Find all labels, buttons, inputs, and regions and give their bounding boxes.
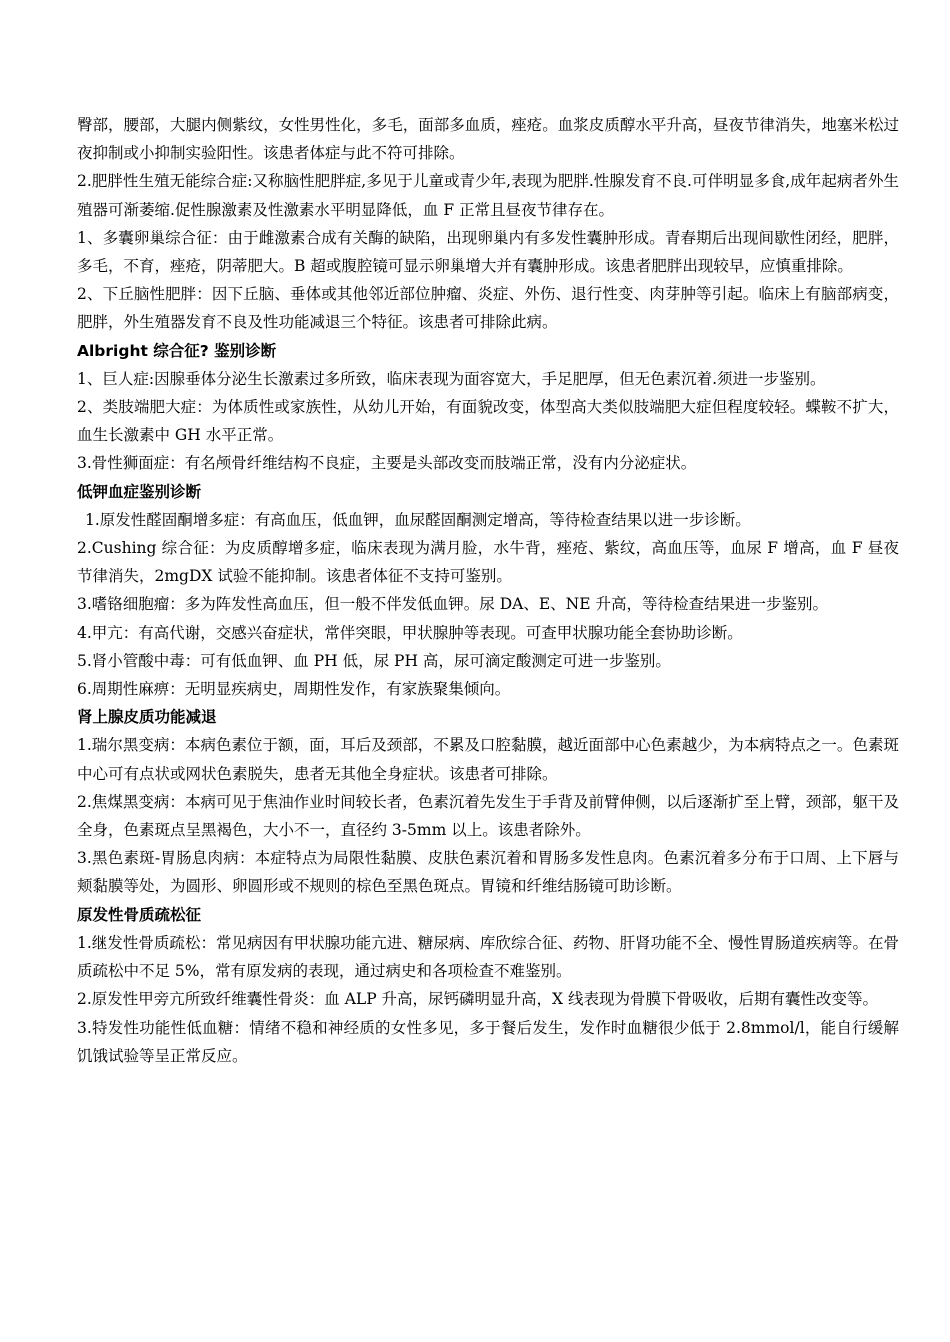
heading-albright: Albright 综合征? 鉴别诊断 bbox=[77, 341, 277, 360]
paragraph-leontiasis: 3.骨性狮面症：有名颅骨纤维结构不良症，主要是头部改变而肢端正常，没有内分泌症状。 bbox=[77, 454, 697, 473]
paragraph-rta: 5.肾小管酸中毒：可有低血钾、血 PH 低，尿 PH 高，尿可滴定酸测定可进一步鉴别。 bbox=[77, 651, 671, 670]
paragraph-tar-melanosis: 2.焦煤黑变病：本病可见于焦油作业时间较长者，色素沉着先发生于手背及前臂伸侧，以后逐渐扩至上臂，颈部，躯干及全身，色素斑点呈黑褐色，大小不一，直径约 3-5mm 以上。该患者除外。 bbox=[77, 792, 899, 840]
heading-osteoporosis: 原发性骨质疏松征 bbox=[77, 905, 202, 924]
paragraph-functional-hypoglycemia: 3.特发性功能性低血糖：情绪不稳和神经质的女性多见，多于餐后发生，发作时血糖很少低于 2.8mmol/l，能自行缓解饥饿试验等呈正常反应。 bbox=[77, 1018, 899, 1065]
paragraph-cushing-tail: 臀部，腰部，大腿内侧紫纹，女性男性化，多毛，面部多血质，痤疮。血浆皮质醇水平升高，昼夜节律消失，地塞米松过夜抑制或小抑制实验阳性。该患者体症与此不符可排除。 bbox=[77, 116, 899, 163]
paragraph-cushing: 2.Cushing 综合征：为皮质醇增多症，临床表现为满月脸，水牛背，痤疮、紫纹，高血压等，血尿 F 增高，血 F 昼夜节律消失，2mgDX 试验不能抑制。该患者体征不支持可鉴别。 bbox=[77, 539, 899, 586]
paragraph-adiposogenital: 2.肥胖性生殖无能综合症:又称脑性肥胖症,多见于儿童或青少年,表现为肥胖.性腺发育不良.可伴明显多食,成年起病者外生殖器可渐萎缩.促性腺激素及性激素水平明显降低，血 F 正常且昼夜节律存在。 bbox=[77, 172, 899, 219]
paragraph-riehl-melanosis: 1.瑞尔黑变病：本病色素位于额，面，耳后及颈部，不累及口腔黏膜，越近面部中心色素越少，为本病特点之一。色素斑中心可有点状或网状色素脱失，患者无其他全身症状。该患者可排除。 bbox=[77, 736, 899, 783]
paragraph-pheochromocytoma: 3.嗜铬细胞瘤：多为阵发性高血压，但一般不伴发低血钾。尿 DA、E、NE 升高，等待检查结果进一步鉴别。 bbox=[77, 595, 828, 614]
paragraph-secondary-osteoporosis: 1.继发性骨质疏松：常见病因有甲状腺功能亢进、糖尿病、库欣综合征、药物、肝肾功能不全、慢性胃肠道疾病等。在骨质疏松中不足 5%，常有原发病的表现，通过病史和各项检查不难鉴别。 bbox=[77, 933, 899, 981]
paragraph-aldosteronism: 1.原发性醛固酮增多症：有高血压，低血钾，血尿醛固酮测定增高，等待检查结果以进一步诊断。 bbox=[85, 510, 751, 529]
paragraph-hyperthyroidism: 4.甲亢：有高代谢，交感兴奋症状，常伴突眼，甲状腺肿等表现。可查甲状腺功能全套协助诊断。 bbox=[77, 623, 743, 642]
heading-hypokalemia: 低钾血症鉴别诊断 bbox=[77, 482, 202, 501]
paragraph-hyperparathyroidism: 2.原发性甲旁亢所致纤维囊性骨炎：血 ALP 升高，尿钙磷明显升高，X 线表现为骨膜下骨吸收，后期有囊性改变等。 bbox=[77, 990, 879, 1009]
paragraph-gigantism: 1、巨人症:因腺垂体分泌生长激素过多所致，临床表现为面容宽大，手足肥厚，但无色素沉着.须进一步鉴别。 bbox=[77, 369, 826, 388]
paragraph-periodic-paralysis: 6.周期性麻痹：无明显疾病史，周期性发作，有家族聚集倾向。 bbox=[77, 680, 511, 699]
paragraph-pcos: 1、多囊卵巢综合征：由于雌激素合成有关酶的缺陷，出现卵巢内有多发性囊肿形成。青春期后出现间歇性闭经，肥胖，多毛，不育，痤疮，阴蒂肥大。B 超或腹腔镜可显示卵巢增大并有囊肿形成。该患者肥胖出现较早，应慎重排除。 bbox=[77, 228, 899, 276]
paragraph-hypothalamic-obesity: 2、下丘脑性肥胖：因下丘脑、垂体或其他邻近部位肿瘤、炎症、外伤、退行性变、肉芽肿等引起。临床上有脑部病变，肥胖，外生殖器发育不良及性功能减退三个特征。该患者可排除此病。 bbox=[77, 285, 899, 332]
paragraph-peutz-jeghers: 3.黑色素斑-胃肠息肉病：本症特点为局限性黏膜、皮肤色素沉着和胃肠多发性息肉。色素沉着多分布于口周、上下唇与颊黏膜等处，为圆形、卵圆形或不规则的棕色至黑色斑点。胃镜和纤维结肠镜可助诊断。 bbox=[77, 849, 899, 896]
document-page bbox=[77, 111, 899, 1070]
paragraph-acromegaloid: 2、类肢端肥大症：为体质性或家族性，从幼儿开始，有面貌改变，体型高大类似肢端肥大症但程度较轻。蝶鞍不扩大，血生长激素中 GH 水平正常。 bbox=[77, 398, 899, 445]
heading-adrenal-insufficiency: 肾上腺皮质功能减退 bbox=[77, 708, 217, 727]
